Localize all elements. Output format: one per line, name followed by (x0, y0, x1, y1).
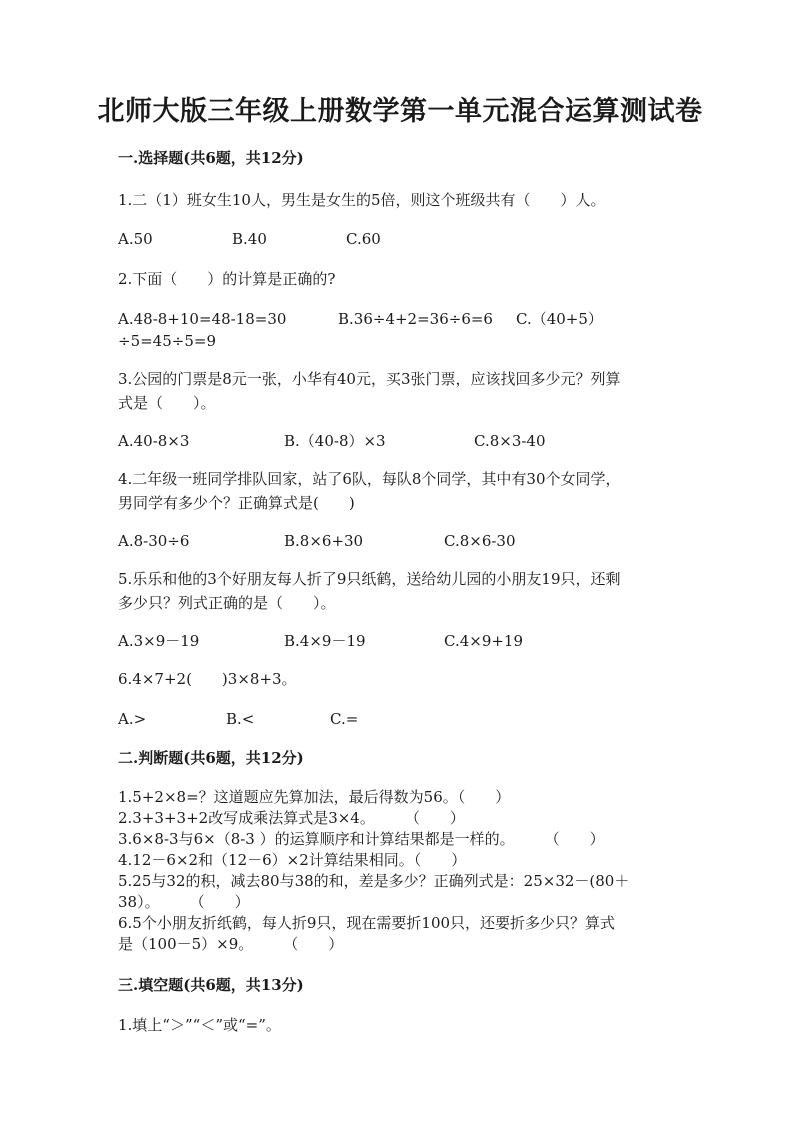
question-5-stem-line1: 5.乐乐和他的3个好朋友每人折了9只纸鹤，送给幼儿园的小朋友19只，还剩 (118, 570, 621, 588)
question-2-stem: 2.下面（ ）的计算是正确的? (118, 270, 336, 288)
q4-option-b: B.8×6+30 (284, 532, 364, 550)
question-3-stem-line2: 式是（ ）。 (118, 394, 216, 412)
judgement-line: 4.12－6×2和（12－6）×2计算结果相同。（ ） (118, 851, 467, 869)
judgement-line: 6.5个小朋友折纸鹤，每人折9只，现在需要折100只，还要折多少只？算式 (118, 914, 616, 932)
q4-option-c: C.8×6-30 (444, 532, 516, 550)
judgement-line: 是（100－5）×9。 （ ） (118, 935, 344, 953)
q4-option-a: A.8-30÷6 (118, 532, 190, 550)
section-heading-judgement: 二.判断题(共6题，共12分) (118, 749, 304, 767)
q5-option-a: A.3×9－19 (118, 632, 200, 650)
q3-option-a: A.40-8×3 (118, 432, 190, 450)
judgement-line: 38）。 （ ） (118, 893, 250, 911)
question-6-stem: 6.4×7+2( )3×8+3。 (118, 670, 297, 688)
question-4-stem-line2: 男同学有多少个？正确算式是( ) (118, 494, 355, 512)
q5-option-c: C.4×9+19 (444, 632, 524, 650)
q3-option-b: B.（40-8）×3 (284, 432, 386, 450)
q6-option-b: B.< (226, 710, 255, 728)
judgement-line: 3.6×8-3与6×（8-3 ）的运算顺序和计算结果都是一样的。 （ ） (118, 830, 605, 848)
section-heading-choice: 一.选择题(共6题，共12分) (118, 149, 304, 167)
q2-option-c: C.（40+5） (516, 310, 603, 328)
section-heading-fill-blank: 三.填空题(共6题，共13分) (118, 976, 304, 994)
page-title: 北师大版三年级上册数学第一单元混合运算测试卷 (97, 96, 703, 127)
judgement-line: 5.25与32的积，减去80与38的和，差是多少？正确列式是：25×32－(80＋ (118, 872, 630, 890)
q1-option-c: C.60 (346, 230, 381, 248)
question-3-stem-line1: 3.公园的门票是8元一张，小华有40元，买3张门票，应该找回多少元？列算 (118, 370, 621, 388)
question-5-stem-line2: 多少只？列式正确的是（ ）。 (118, 594, 336, 612)
q2-option-b: B.36÷4+2=36÷6=6 (338, 310, 493, 328)
q3-option-c: C.8×3-40 (474, 432, 546, 450)
judgement-line: 2.3+3+3+2改写成乘法算式是3×4。 （ ） (118, 809, 465, 827)
q1-option-a: A.50 (118, 230, 153, 248)
q1-option-b: B.40 (232, 230, 267, 248)
q6-option-c: C.= (330, 710, 359, 728)
question-1-stem: 1.二（1）班女生10人，男生是女生的5倍，则这个班级共有（ ）人。 (118, 191, 606, 209)
q2-option-c-continued: ÷5=45÷5=9 (118, 332, 216, 350)
q2-option-a: A.48-8+10=48-18=30 (118, 310, 287, 328)
question-4-stem-line1: 4.二年级一班同学排队回家，站了6队，每队8个同学，其中有30个女同学， (118, 470, 621, 488)
q5-option-b: B.4×9－19 (284, 632, 366, 650)
fill-blank-question-1: 1.填上“＞”“＜”或“=”。 (118, 1016, 281, 1034)
q6-option-a: A.> (118, 710, 147, 728)
judgement-line: 1.5+2×8=？这道题应先算加法，最后得数为56。（ ） (118, 788, 511, 806)
